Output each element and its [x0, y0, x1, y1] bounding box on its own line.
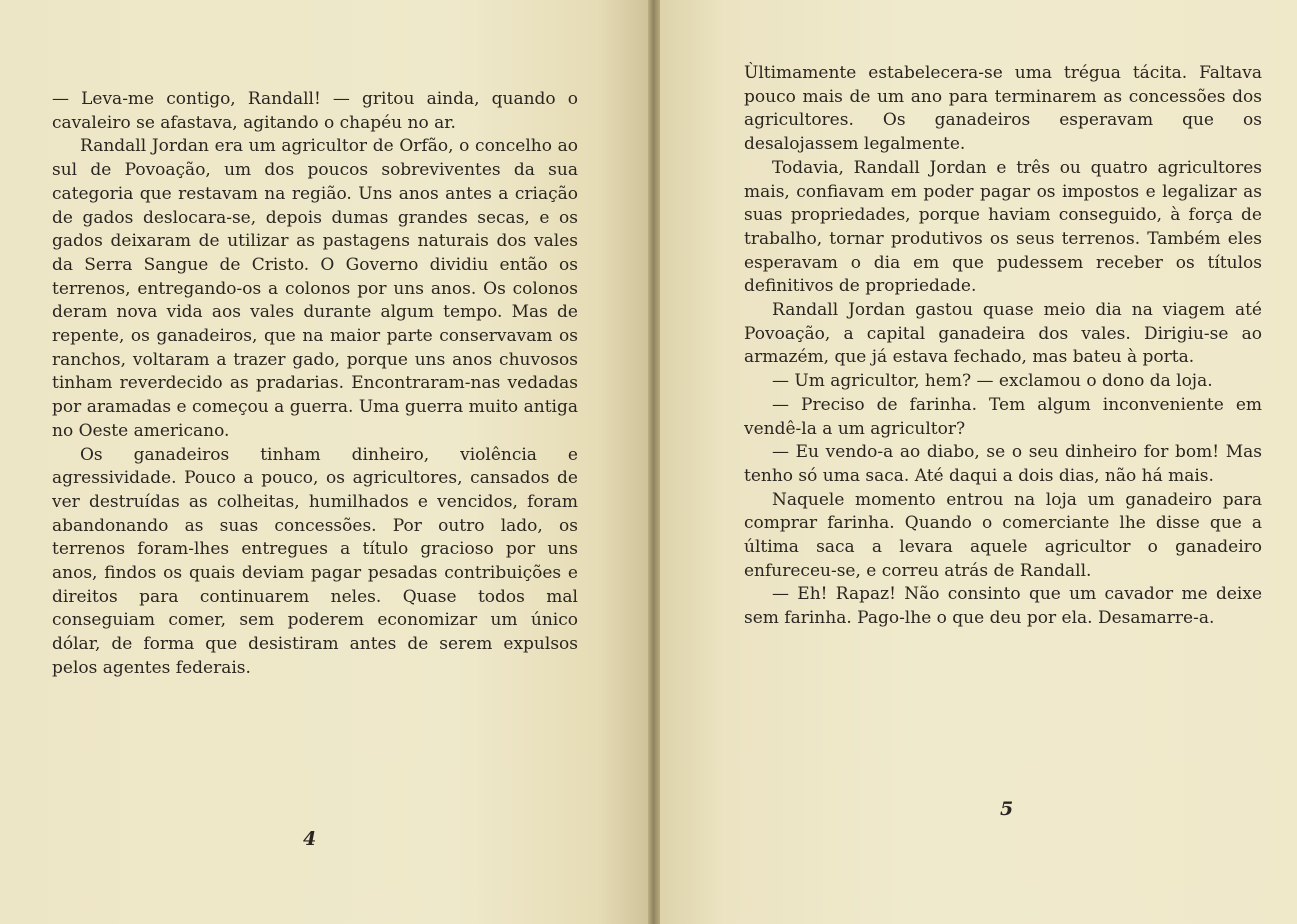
- paragraph: — Eu vendo-a ao diabo, se o seu dinheiro for bom! Mas tenho só uma saca. Até daqui a dois dias, não há mais.: [744, 442, 1262, 486]
- page-number: 5: [1000, 798, 1014, 820]
- paragraph: — Eh! Rapaz! Não consinto que um cavador me deixe sem farinha. Pago-lhe o que deu por ela. Desamarre-a.: [744, 584, 1262, 629]
- paragraph: — Leva-me contigo, Randall! — gritou ainda, quando o cavaleiro se afastava, agitando o chapéu no ar.: [52, 89, 578, 133]
- left-page-text: [52, 88, 578, 681]
- paragraph: Os ganadeiros tinham dinheiro, violência e agressividade. Pouco a pouco, os agricultores, cansados de ver destruídas as colheitas, humilhados e vencidos, foram abandonando as suas concessões. Por outro lado, os terrenos foram-lhes entregues a título gracioso por uns anos, findos os quais deviam pagar pesadas contribuições e direitos para continuarem neles. Quase todos mal conseguiam comer, sem poderem economizar um único dólar, de forma que desistiram antes de serem expulsos pelos agentes federais.: [52, 444, 578, 678]
- paragraph: Todavia, Randall Jordan e três ou quatro agricultores mais, confiavam em poder pagar os impostos e legalizar as suas propriedades, porque haviam conseguido, à força de trabalho, tornar produtivos os seus terrenos. Também eles esperavam o dia em que pudessem receber os títulos definitivos de propriedade.: [744, 157, 1262, 297]
- paragraph: Randall Jordan era um agricultor de Orfão, o concelho ao sul de Povoação, um dos poucos sobreviventes da sua categoria que restavam na região. Uns anos antes a criação de gados deslocara-se, depois dumas grandes secas, e os gados deixaram de utilizar as pastagens naturais dos vales da Serra Sangue de Cristo. O Governo dividiu então os terrenos, entregando-os a colonos por uns anos. Os colonos deram nova vida aos vales durante algum tempo. Mas de repente, os ganadeiros, que na maior parte conservavam os ranchos, voltaram a trazer gado, porque uns anos chuvosos tinham reverdecido as pradarias. Encontraram-nas vedadas por aramadas e começou a guerra. Uma guerra muito antiga no Oeste americano.: [52, 136, 578, 441]
- paragraph: Ùltimamente estabelecera-se uma trégua tácita. Faltava pouco mais de um ano para terminarem as concessões dos agricultores. Os ganadeiros esperavam que os desalojassem legalmente.: [744, 63, 1262, 155]
- left-page: [0, 0, 648, 924]
- paragraph: — Preciso de farinha. Tem algum inconveniente em vendê-la a um agricultor?: [744, 394, 1262, 439]
- paragraph: Naquele momento entrou na loja um ganadeiro para comprar farinha. Quando o comerciante lhe disse que a última saca a levara aquele agricultor o ganadeiro enfureceu-se, e correu atrás de Randall.: [744, 489, 1262, 581]
- book-gutter: [648, 0, 660, 924]
- paragraph: — Um agricultor, hem? — exclamou o dono da loja.: [772, 371, 1213, 392]
- right-page-text: [744, 62, 1262, 631]
- page-number: 4: [303, 828, 317, 850]
- right-page: [660, 0, 1297, 924]
- paragraph: Randall Jordan gastou quase meio dia na viagem até Povoação, a capital ganadeira dos vales. Dirigiu-se ao armazém, que já estava fechado, mas bateu à porta.: [744, 300, 1262, 368]
